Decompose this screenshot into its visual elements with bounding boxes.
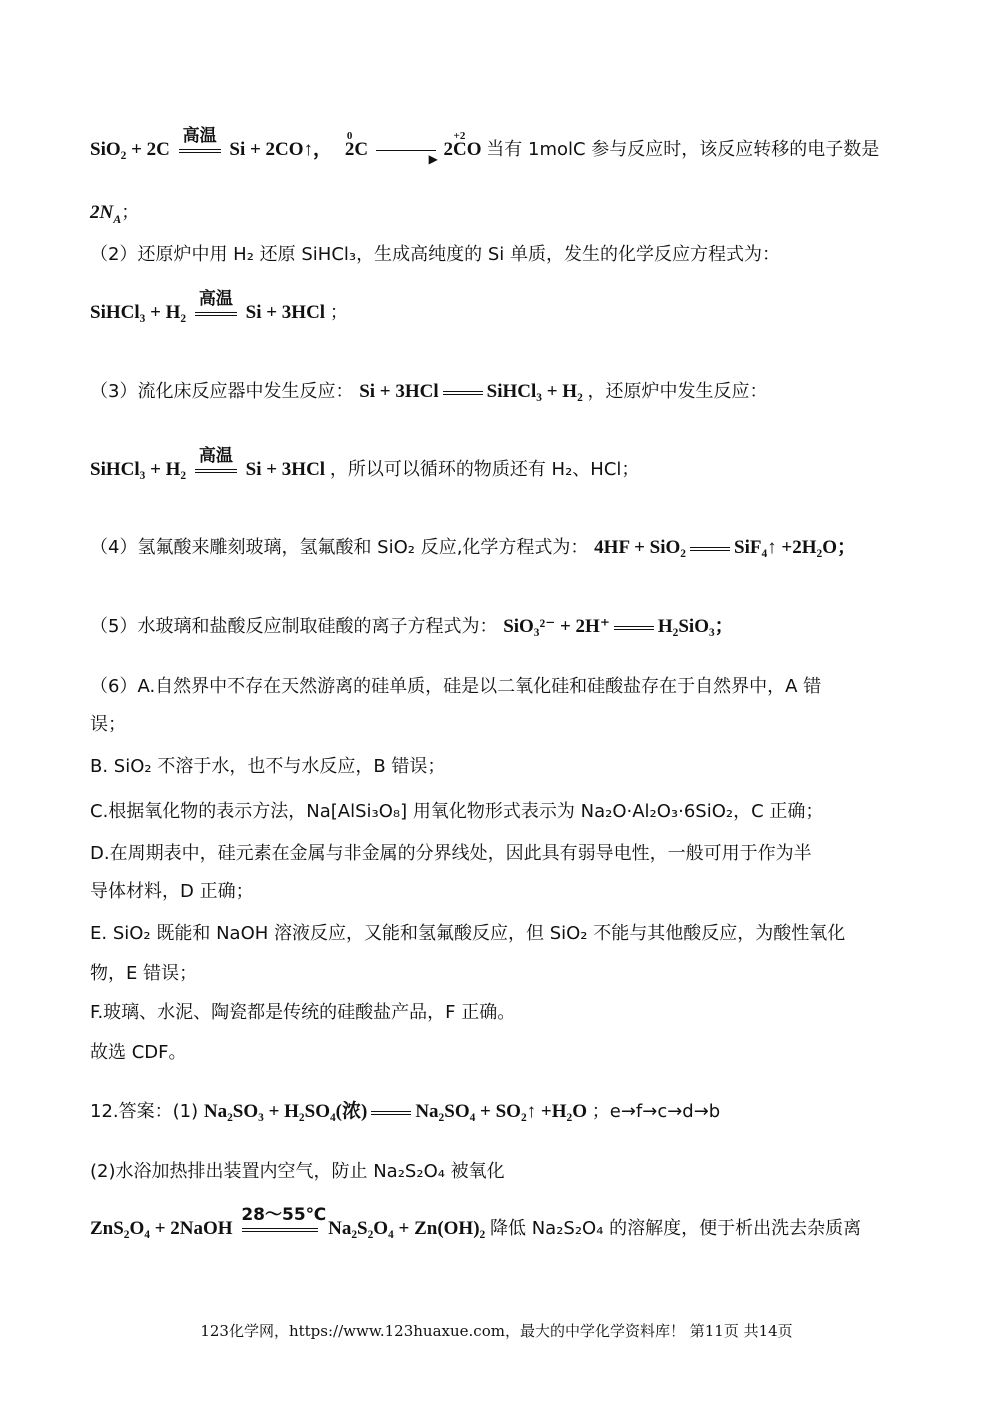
equation-silicic-acid: SiO₃²⁻ + 2H⁺ H₂SiO₃； (503, 616, 734, 637)
line-10: 误； (90, 714, 126, 735)
condition-label: 高温 (198, 288, 233, 309)
condition-label: 高温 (182, 125, 217, 146)
line-14: 导体材料，D 正确； (90, 881, 254, 902)
reaction-sign (179, 125, 221, 153)
equation-reduction-2: SiHCl₃ + H₂ 高温 Si + 3HCl (90, 445, 326, 480)
line-19: 12.答案：(1) Na₂SO₃ + H₂SO₄(浓) Na₂SO₄ + SO₂↑ +H₂O ；e→f→c→d→b (90, 1101, 721, 1122)
eq1-left: SiO₂ + 2C (90, 139, 170, 160)
avogadro-expression: $2N_A$ (90, 202, 122, 226)
line-13: D.在周期表中，硅元素在金属与非金属的分界线处，因此具有弱导电性，一般可用于作为半 (90, 843, 812, 864)
line-4: SiHCl₃ + H₂ 高温 Si + 3HCl ； (90, 288, 348, 323)
condition-label: 28～55℃ (241, 1204, 327, 1225)
line-7: （4）氢氟酸来雕刻玻璃，氢氟酸和 SiO₂ 反应,化学方程式为： 4HF + SiO₂ SiF₄↑ +2H₂O； (90, 537, 856, 558)
equation-so2-generation: Na₂SO₃ + H₂SO₄(浓) Na₂SO₄ + SO₂↑ +H₂O (203, 1101, 587, 1122)
condition-label: 高温 (198, 445, 233, 466)
equation-hf-etching: 4HF + SiO₂ SiF₄↑ +2H₂O； (594, 537, 856, 558)
line-21: ZnS₂O₄ + 2NaOH 28～55℃ Na₂S₂O₄ + Zn(OH)₂ 降低 Na₂S₂O₄ 的溶解度，便于析出洗去杂质离 (90, 1204, 862, 1239)
ox-number: +2 (453, 130, 466, 142)
line-12: C.根据氧化物的表示方法，Na[AlSi₃O₈] 用氧化物形式表示为 Na₂O·Al₂O₃·6SiO₂，C 正确； (90, 801, 824, 822)
line-20: (2)水浴加热排出装置内空气，防止 Na₂S₂O₄ 被氧化 (90, 1161, 505, 1182)
ox-left: 2C (344, 139, 369, 160)
equation-fluidized-bed: Si + 3HCl SiHCl₃ + H₂ (359, 381, 583, 402)
line-5: （3）流化床反应器中发生反应： Si + 3HCl SiHCl₃ + H₂ ，还原炉中发生反应： (90, 381, 768, 402)
line-15: E. SiO₂ 既能和 NaOH 溶液反应，又能和氢氟酸反应，但 SiO₂ 不能与其他酸反应，为酸性氧化 (90, 923, 846, 944)
page-footer: 123化学网，https://www.123huaxue.com，最大的中学化学资料库！ 第11页 共14页 (200, 1322, 793, 1340)
arrow-icon: ▶ (376, 150, 436, 152)
line-1-text: 当有 1molC 参与反应时，该反应转移的电子数是 (486, 139, 880, 160)
equation-sio2-carbon (90, 125, 337, 160)
line-8: （5）水玻璃和盐酸反应制取硅酸的离子方程式为： SiO₃²⁻ + 2H⁺ H₂SiO₃； (90, 616, 734, 637)
line-6: SiHCl₃ + H₂ 高温 Si + 3HCl ，所以可以循环的物质还有 H₂、HCl； (90, 445, 640, 480)
line-18: 故选 CDF。 (90, 1042, 187, 1063)
line-11: B. SiO₂ 不溶于水，也不与水反应，B 错误； (90, 756, 446, 777)
line-3: （2）还原炉中用 H₂ 还原 SiHCl₃，生成高纯度的 Si 单质，发生的化学反应方程式为： (90, 244, 780, 265)
line-9: （6）A.自然界中不存在天然游离的硅单质，硅是以二氧化硅和硅酸盐存在于自然界中，A 错 (90, 676, 822, 697)
electron-transfer (344, 130, 486, 166)
line-16: 物，E 错误； (90, 963, 198, 984)
line-2-text: ； (121, 202, 140, 223)
line-17: F.玻璃、水泥、陶瓷都是传统的硅酸盐产品，F 正确。 (90, 1002, 516, 1023)
equation-zinc-exchange: ZnS₂O₄ + 2NaOH 28～55℃ Na₂S₂O₄ + Zn(OH)₂ (90, 1204, 486, 1239)
line-2 (90, 198, 910, 234)
line-1 (90, 125, 910, 166)
ox-right: 2CO (443, 139, 482, 160)
ox-number: 0 (346, 130, 353, 142)
equation-reduction: SiHCl₃ + H₂ 高温 Si + 3HCl (90, 288, 326, 323)
eq1-right: Si + 2CO↑， (229, 139, 333, 160)
